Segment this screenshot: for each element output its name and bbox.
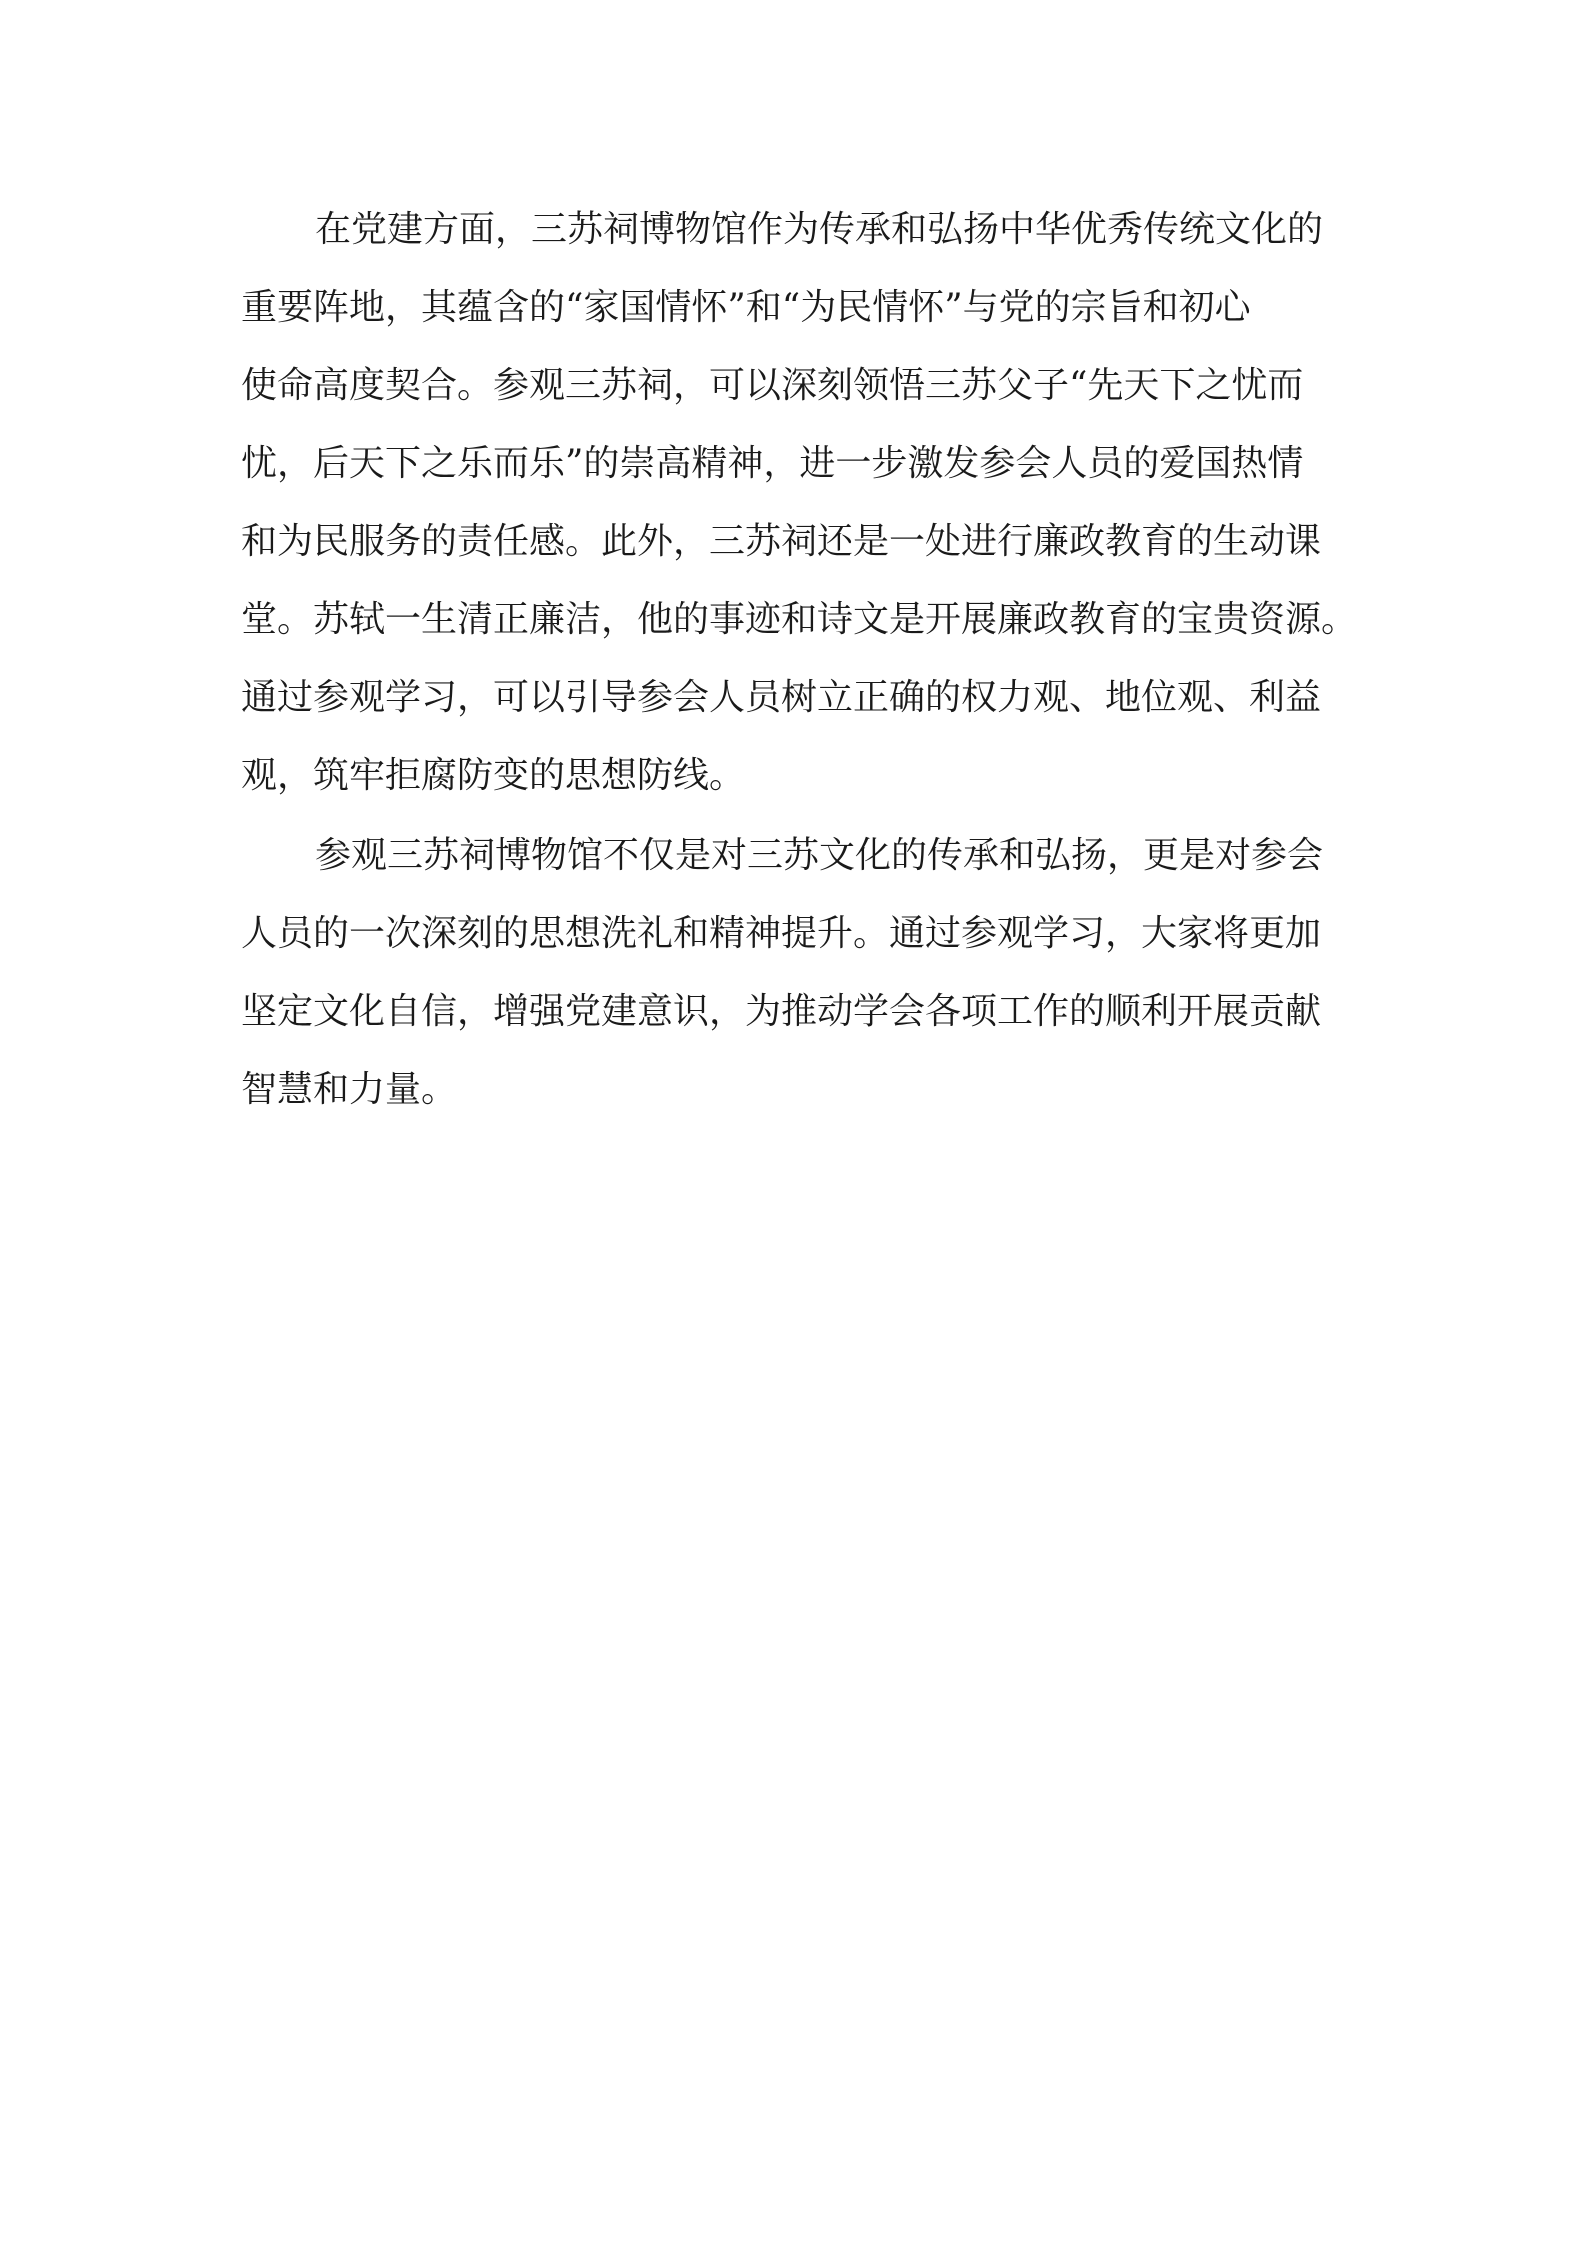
text-line: 忧，后天下之乐而乐”的崇高精神，进一步激发参会人员的爱国热情 [241, 443, 1304, 484]
text-line: 和为民服务的责任感。此外，三苏祠还是一处进行廉政教育的生动课 [241, 521, 1322, 562]
text-line: 观，筑牢拒腐防变的思想防线。 [241, 755, 746, 796]
text-line: 堂。苏轼一生清正廉洁，他的事迹和诗文是开展廉政教育的宝贵资源。 [241, 599, 1358, 640]
text-line: 参观三苏祠博物馆不仅是对三苏文化的传承和弘扬，更是对参会 [315, 835, 1324, 876]
text-line: 人员的一次深刻的思想洗礼和精神提升。通过参观学习，大家将更加 [241, 913, 1322, 954]
text-line: 坚定文化自信，增强党建意识，为推动学会各项工作的顺利开展贡献 [241, 991, 1322, 1032]
text-line: 智慧和力量。 [241, 1069, 458, 1110]
text-line: 通过参观学习，可以引导参会人员树立正确的权力观、地位观、利益 [241, 677, 1322, 718]
text-line: 使命高度契合。参观三苏祠，可以深刻领悟三苏父子“先天下之忧而 [241, 365, 1304, 406]
paragraph-party-building [241, 191, 1358, 815]
body-text [241, 191, 1358, 1131]
text-line: 在党建方面，三苏祠博物馆作为传承和弘扬中华优秀传统文化的 [315, 209, 1324, 250]
text-line: 重要阵地，其蕴含的“家国情怀”和“为民情怀”与党的宗旨和初心 [241, 287, 1251, 328]
paragraph-conclusion [241, 817, 1351, 1129]
